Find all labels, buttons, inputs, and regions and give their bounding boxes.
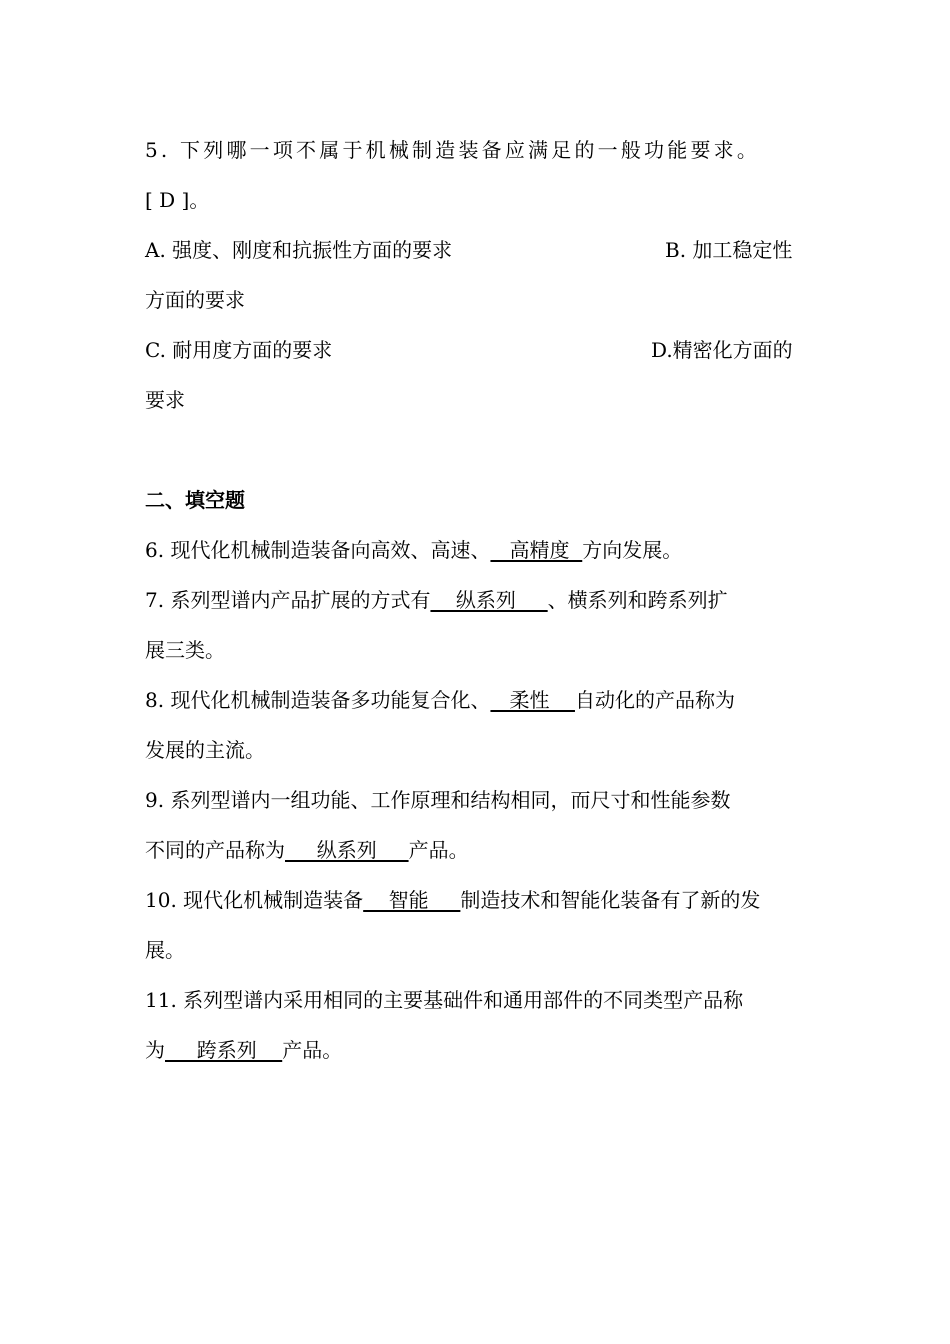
q8-cont: 发展的主流。 <box>145 738 265 762</box>
q6-text-pre: 6. 现代化机械制造装备向高效、高速、 <box>145 538 491 562</box>
q5-answer: [ D ]。 <box>145 188 210 212</box>
q10-answer-blank: 智能 <box>363 888 461 912</box>
q5-option-a: A. 强度、刚度和抗振性方面的要求 <box>145 238 453 262</box>
q9-cont <box>145 838 469 862</box>
section-heading: 二、填空题 <box>145 488 245 512</box>
question-6 <box>145 538 682 562</box>
q10-cont: 展。 <box>145 938 185 962</box>
q10-text-post: 制造技术和智能化装备有了新的发 <box>460 888 761 912</box>
q8-text-post: 自动化的产品称为 <box>574 688 735 712</box>
q9-text-pre: 不同的产品称为 <box>145 838 285 862</box>
q5-option-b-cont: 方面的要求 <box>145 288 245 312</box>
q5-option-d: D.精密化方面的 <box>651 338 793 362</box>
question-9: 9. 系列型谱内一组功能、工作原理和结构相同，而尺寸和性能参数 <box>145 788 731 812</box>
q8-answer-blank: 柔性 <box>490 688 575 712</box>
q5-stem: 5. 下列哪一项不属于机械制造装备应满足的一般功能要求。 <box>145 138 761 162</box>
question-8 <box>145 688 735 712</box>
question-10 <box>145 888 760 912</box>
q6-answer-blank: 高精度 <box>490 538 583 562</box>
q7-text-pre: 7. 系列型谱内产品扩展的方式有 <box>145 588 431 612</box>
q5-option-d-cont: 要求 <box>145 388 185 412</box>
q11-cont <box>145 1038 342 1062</box>
q7-cont: 展三类。 <box>145 638 225 662</box>
q10-text-pre: 10. 现代化机械制造装备 <box>145 888 364 912</box>
question-11: 11. 系列型谱内采用相同的主要基础件和通用部件的不同类型产品称 <box>145 988 744 1012</box>
q9-text-post: 产品。 <box>408 838 469 862</box>
q6-text-post: 方向发展。 <box>582 538 683 562</box>
q11-text-post: 产品。 <box>282 1038 343 1062</box>
q5-option-b: B. 加工稳定性 <box>665 238 793 262</box>
q9-answer-blank: 纵系列 <box>285 838 409 862</box>
q8-text-pre: 8. 现代化机械制造装备多功能复合化、 <box>145 688 491 712</box>
q5-option-c: C. 耐用度方面的要求 <box>145 338 333 362</box>
q11-text-pre: 为 <box>145 1038 165 1062</box>
q11-answer-blank: 跨系列 <box>165 1038 283 1062</box>
question-7 <box>145 588 728 612</box>
q7-answer-blank: 纵系列 <box>430 588 548 612</box>
q7-text-post: 、横系列和跨系列扩 <box>547 588 728 612</box>
